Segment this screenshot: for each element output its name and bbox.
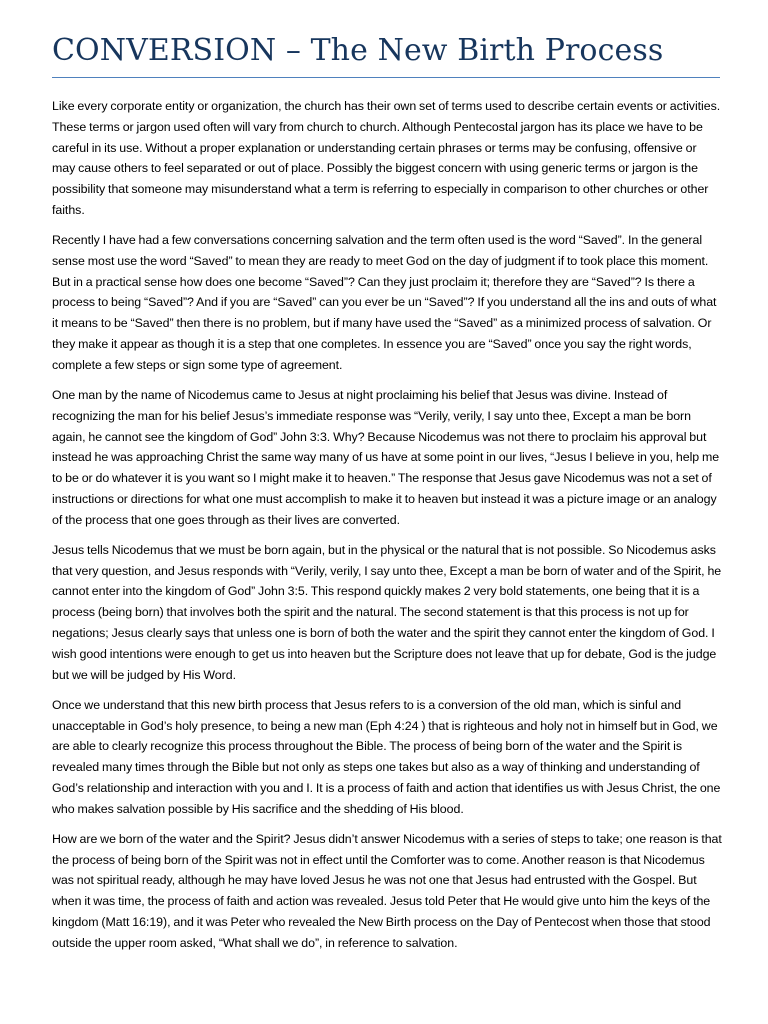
paragraph-new-man: Once we understand that this new birth process that Jesus refers to is a conversion of the old man, which is sinful and unacceptable in God’s holy presence, to being a new man (Eph 4:24 ) that is righteous and holy not in himself but in God, we are able to clearly recognize this process throughout the Bible. The process of being born of the water and the Spirit is revealed many times through the Bible but not only as steps one takes but also as a way of thinking and understanding of God’s relationship and interaction with you and I. It is a process of faith and action that identifies us with Jesus Christ, the one who makes salvation possible by His sacrifice and the shedding of His blood. (52, 697, 721, 816)
paragraph-born-again: Jesus tells Nicodemus that we must be born again, but in the physical or the natural that is not possible. So Nicodemus asks that very question, and Jesus responds with “Verily, verily, I say unto thee, Except a man be born of water and of the Spirit, he cannot enter into the kingdom of God” John 3:5. This respond quickly makes 2 very bold statements, one being that it is a process (being born) that involves both the spirit and the natural. The second statement is that this process is not up for negations; Jesus clearly says that unless one is born of both the water and the spirit they cannot enter the kingdom of God. I wish good intentions were enough to get us into heaven but the Scripture does not leave that up for debate, God is the judge but we will be judged by His Word. (52, 542, 722, 682)
paragraph-nicodemus: One man by the name of Nicodemus came to Jesus at night proclaiming his belief that Jesus was divine. Instead of recognizing the man for his belief Jesus’s immediate response was “Verily, verily, I say unto thee, Except a man be born again, he cannot see the kingdom of God” John 3:3. Why? Because Nicodemus was not there to proclaim his approval but instead he was approaching Christ the same way many of us have at some point in our lives, “Jesus I believe in you, help me to be or do whatever it is you want so I might make it to heaven.” The response that Jesus gave Nicodemus was not a set of instructions or directions for what one must accomplish to make it to heaven but instead it was a picture image or an analogy of the process that one goes through as their lives are converted. (52, 387, 720, 527)
paragraph-intro-jargon: Like every corporate entity or organization, the church has their own set of terms used to describe certain events or activities. These terms or jargon used often will vary from church to church. Although Pentecostal jargon has its place we have to be careful in its use. Without a proper explanation or understanding certain phrases or terms may be confusing, offensive or may cause others to feel separated or out of place. Possibly the biggest concern with using generic terms or jargon is the possibility that someone may misunderstand what a term is referring to especially in comparison to other churches or other faiths. (52, 99, 721, 217)
title-underline (52, 77, 720, 78)
page-title: CONVERSION – The New Birth Process (52, 33, 664, 68)
document-body (52, 96, 722, 963)
paragraph-saved: Recently I have had a few conversations concerning salvation and the term often used is the word “Saved”. In the general sense most use the word “Saved” to mean they are ready to meet God on the day of judgment if to took place this moment. But in a practical sense how does one become “Saved”? Can they just proclaim it; therefore they are “Saved”? Is there a process to being “Saved”? And if you are “Saved” can you ever be un “Saved”? If you understand all the ins and outs of what it means to be “Saved” then there is no problem, but if many have used the “Saved” as a minimized process of salvation. Or they make it appear as though it is a step that one completes. In essence you are “Saved” once you say the right words, complete a few steps or sign some type of agreement. (52, 233, 717, 372)
paragraph-water-and-spirit: How are we born of the water and the Spirit? Jesus didn’t answer Nicodemus with a series of steps to take; one reason is that the process of being born of the Spirit was not in effect until the Comforter was to come. Another reason is that Nicodemus was not spiritual ready, although he may have loved Jesus he was not one that Jesus had entrusted with the Gospel. But when it was time, the process of faith and action was revealed. Jesus told Peter that He would give unto him the keys of the kingdom (Matt 16:19), and it was Peter who revealed the New Birth process on the Day of Pentecost when those that stood outside the upper room asked, “What shall we do”, in reference to salvation. (52, 831, 722, 950)
